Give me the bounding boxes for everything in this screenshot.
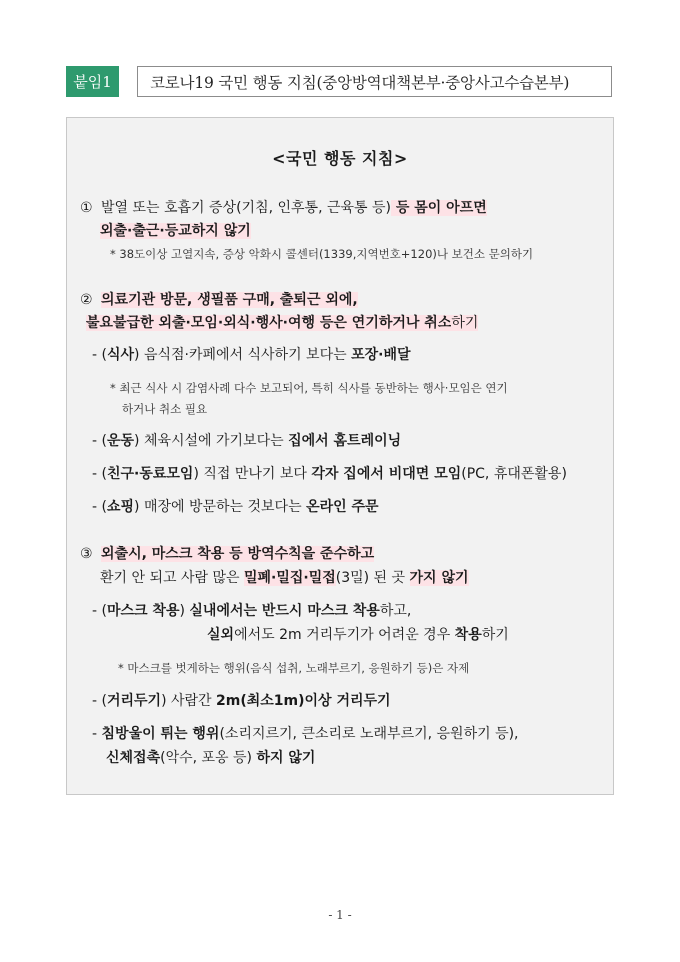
meal-emphasis: 포장·배달 [351,347,411,363]
mask-note: * 마스크를 벗게하는 행위(음식 섭취, 노래부르기, 응원하기 등)은 자제 [118,661,470,675]
mask2-text: 에서도 2m 거리두기가 어려운 경우 [234,627,455,643]
mask2-emphasis-2: 착용 [454,627,482,643]
meal-text: ) 음식점·카페에서 식사하기 보다는 [134,347,352,363]
document-title: 코로나19 국민 행동 지침(중앙방역대책본부·중앙사고수습본부) [137,66,612,97]
droplet-dash: - [92,726,102,742]
item-2-number: ② [80,292,93,308]
distance-line [92,691,391,711]
exercise-emphasis: 집에서 홈트레이닝 [288,433,402,449]
exercise-dash: - ( [92,433,107,449]
exercise-text: ) 체육시설에 가기보다는 [134,433,289,449]
mask2-emphasis: 실외 [207,627,235,643]
friends-line [92,464,567,484]
meal-label: 식사 [106,347,135,363]
distance-emphasis: 2m(최소1m)이상 거리두기 [216,693,391,709]
contact-emphasis: 신체접촉 [106,750,161,766]
item-1-note: * 38도이상 고열지속, 증상 악화시 콜센터(1339,지역번호+120)나 보건소 문의하기 [110,247,534,261]
exercise-label: 운동 [106,433,135,449]
item-3-action: 가지 않기 [409,570,469,586]
item-3-text-2: (3밀) 된 곳 [335,570,410,586]
droplet-line [92,724,519,744]
distance-text: ) 사람간 [161,693,217,709]
mask-line-2 [207,625,509,645]
item-1-action: 외출·출근·등교하지 않기 [100,223,251,239]
mask2-suffix: 하기 [481,627,509,643]
droplet-emphasis: 침방울이 튀는 행위 [101,726,220,742]
item-3-heading: 외출시, 마스크 착용 등 방역수칙을 준수하고 [101,546,375,562]
meal-dash: - ( [92,347,107,363]
mask-text: ) [179,603,190,619]
shopping-label: 쇼핑 [106,499,135,515]
mask-label: 마스크 착용 [106,603,180,619]
item-2-emphasis: 불요불급한 외출·모임·외식·행사·여행 등은 연기하거나 취소 [86,315,452,331]
mask-dash: - ( [92,603,107,619]
mask-line-1 [92,601,411,621]
distance-label: 거리두기 [106,693,162,709]
page-number: - 1 - [328,908,352,922]
item-3-text: 환기 안 되고 사람 많은 [100,570,244,586]
meal-line [92,345,411,365]
contact-text: (악수, 포옹 등) [160,750,257,766]
mask-suffix: 하고, [379,603,412,619]
item-1-highlight: 등 몸이 아프면 [390,200,487,216]
shopping-dash: - ( [92,499,107,515]
droplet-text: (소리지르기, 큰소리로 노래부르기, 응원하기 등), [219,726,519,742]
item-1-line-1 [80,198,487,218]
document-header [66,66,612,97]
shopping-text: ) 매장에 방문하는 것보다는 [134,499,307,515]
attachment-tag: 붙임1 [66,66,119,97]
mask-emphasis: 실내에서는 반드시 마스크 착용 [189,603,380,619]
item-3-line-1 [80,544,374,564]
item-2-heading: 의료기관 방문, 생필품 구매, 출퇴근 외에, [101,292,358,308]
shopping-line [92,497,379,517]
item-2-line-2 [86,313,478,333]
item-3-number: ③ [80,546,93,562]
friends-emphasis: 각자 집에서 비대면 모임 [311,466,462,482]
friends-label: 친구·동료모임 [106,466,194,482]
friends-text: ) 직접 만나기 보다 [193,466,312,482]
exercise-line [92,431,401,451]
item-3-emphasis: 밀폐·밀집·밀접 [243,570,336,586]
friends-suffix: (PC, 휴대폰활용) [461,466,567,482]
meal-note-2: 하거나 취소 필요 [122,402,208,416]
contact-action: 하지 않기 [256,750,316,766]
item-1-line-2 [100,221,251,241]
item-2-suffix: 하기 [451,315,479,331]
shopping-emphasis: 온라인 주문 [306,499,379,515]
item-1-number: ① [80,200,93,216]
friends-dash: - ( [92,466,107,482]
item-3-line-2 [100,568,469,588]
meal-note-1: * 최근 식사 시 감염사례 다수 보고되어, 특히 식사를 동반하는 행사·모임은 연기 [110,381,508,395]
distance-dash: - ( [92,693,107,709]
contact-line [106,748,315,768]
item-1-text: 발열 또는 호흡기 증상(기침, 인후통, 근육통 등) [101,200,391,216]
item-2-line-1 [80,290,358,310]
section-heading: <국민 행동 지침> [272,149,408,168]
